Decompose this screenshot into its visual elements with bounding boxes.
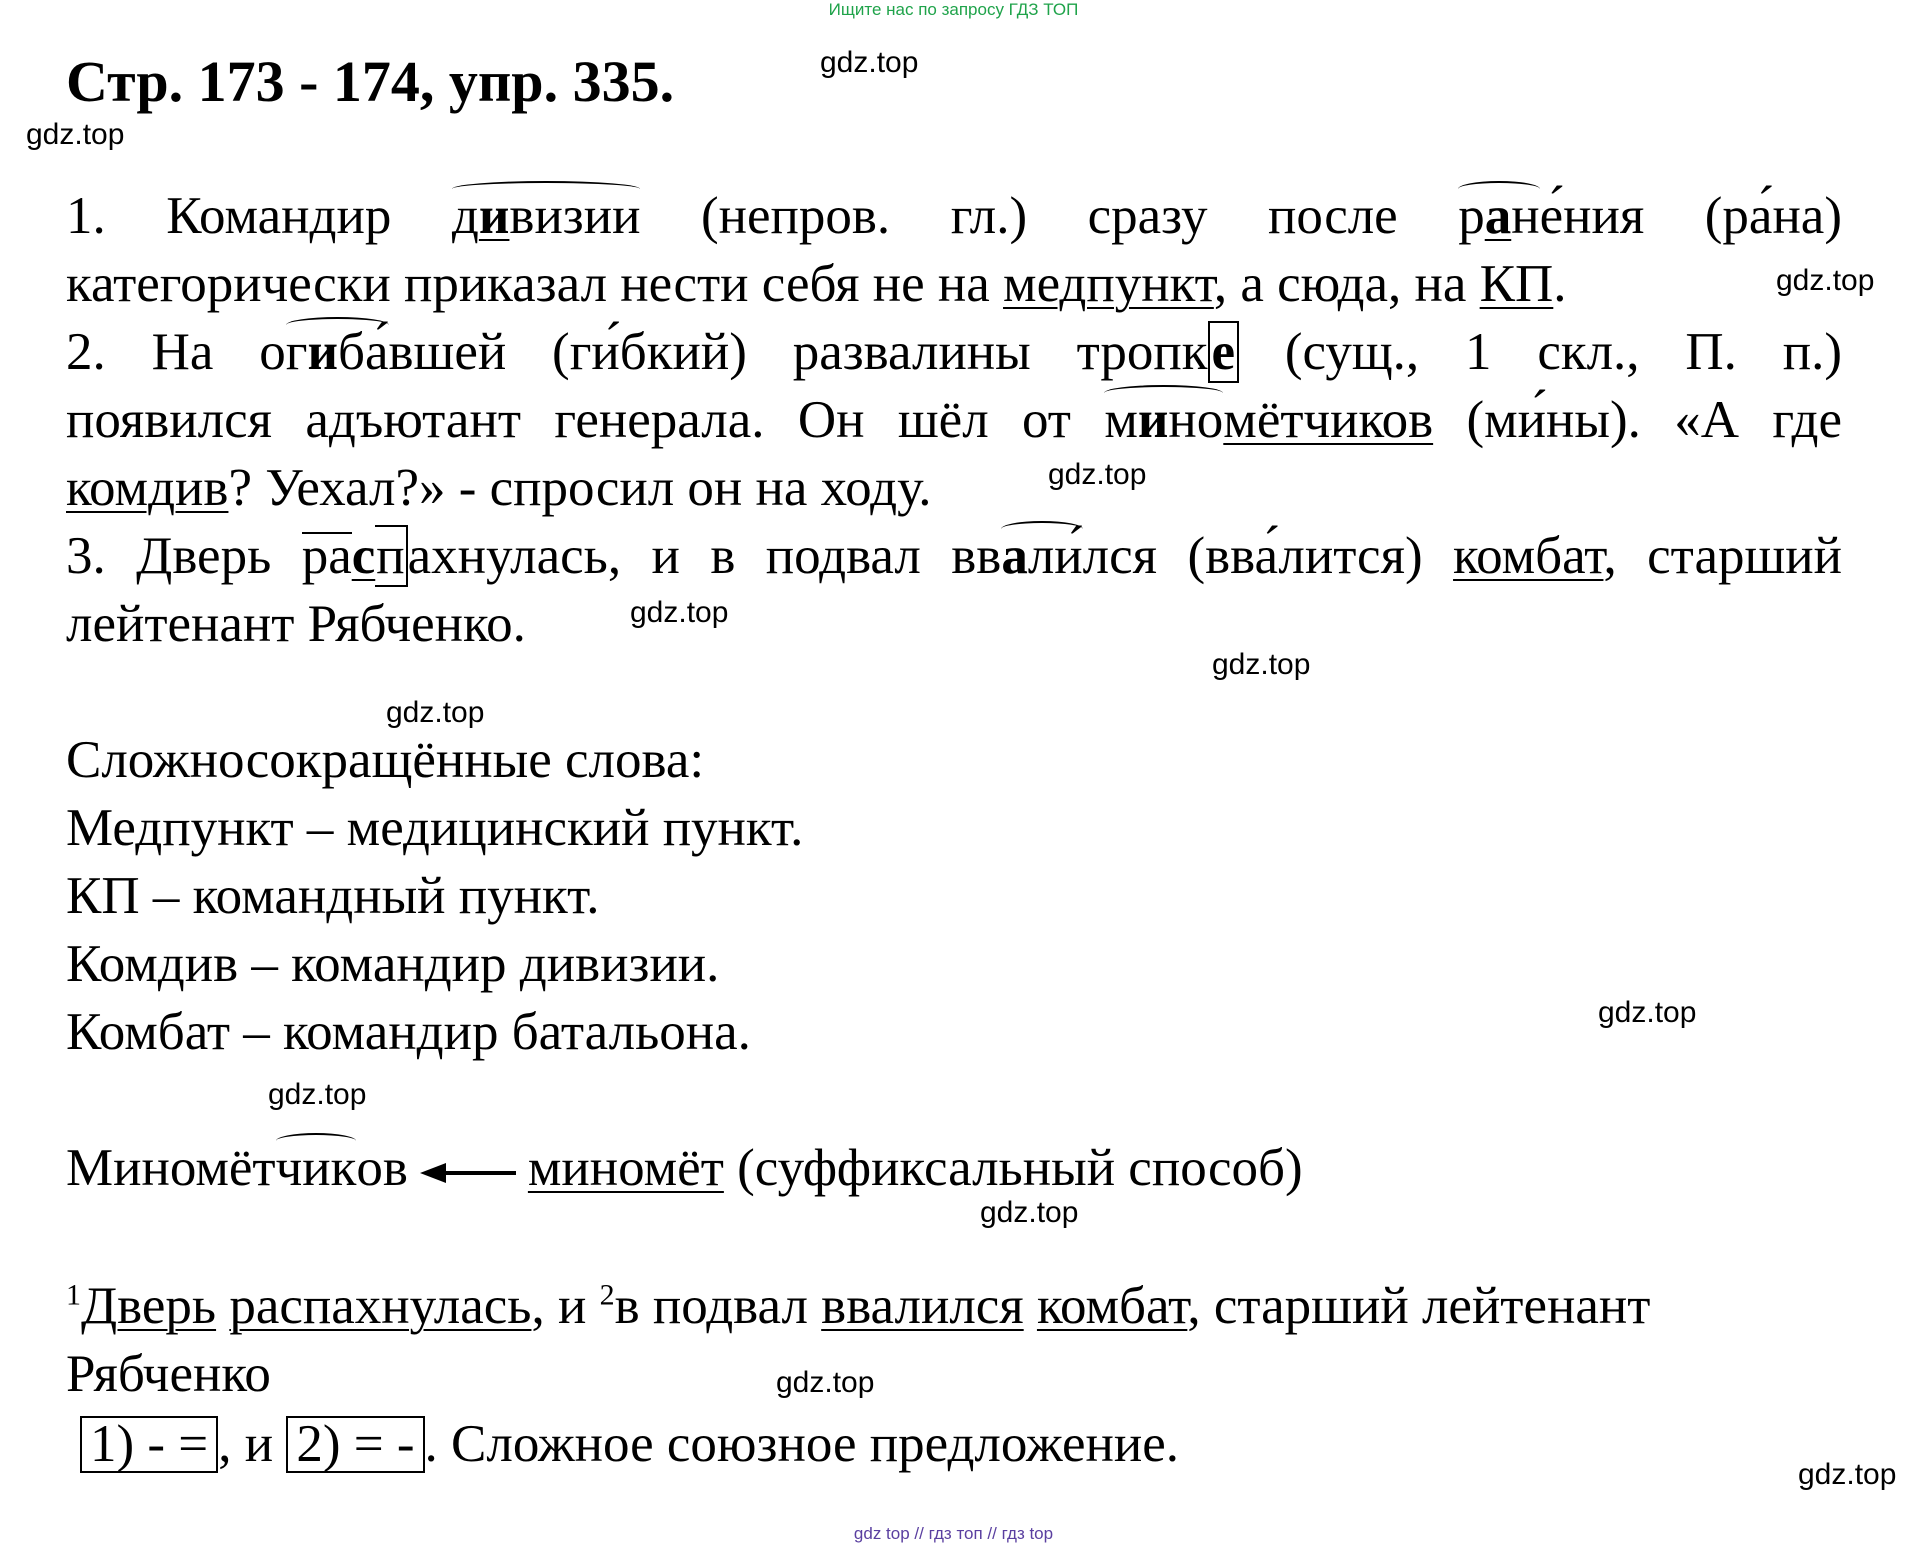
ending-box: е [1208,321,1240,383]
schema-box-1: 1) - = [80,1416,218,1473]
suffix-arc: чик [275,1139,357,1197]
word-medpunkt: медпункт [1003,255,1214,313]
watermark: gdz.top [776,1366,875,1399]
sentence-2-line-1: 2. На огиба́вшей (ги́бкий) развалины тропке (сущ., 1 скл., П. п.) [66,323,1842,381]
sentence-2-line-3: комдив? Уехал?» - спросил он на ходу. [66,459,932,517]
watermark: gdz.top [980,1196,1079,1229]
word-kombat: комбат [1453,527,1604,585]
abbr-header: Сложносокращённые слова: [66,731,705,789]
word-komdiv: комдив [66,459,229,517]
subject: комбат [1036,1277,1188,1335]
watermark: gdz.top [1776,264,1875,297]
abbr-item: Комдив – командир дивизии. [66,935,720,993]
schema-box-2: 2) = - [286,1416,424,1473]
sentence-2-line-2: появился адъютант генерала. Он шёл от миномётчиков (ми́ны). «А где [66,391,1842,449]
root-arc: али́ [1001,527,1083,585]
footer: gdz top // гдз топ // гдз top [853,1524,1054,1543]
derivation-line: Миномётчиков миномёт (суффиксальный способ) [66,1139,1303,1197]
word-minomet: миномёт [527,1139,724,1197]
watermark: gdz.top [1048,458,1147,491]
analysis-line-2: Рябченко [66,1345,271,1403]
predicate: распахнулась [229,1277,532,1335]
sentence-1-line-1: 1. Командир дивизии (непров. гл.) сразу после ране́ния (ра́на) [66,187,1842,245]
watermark: gdz.top [1598,996,1697,1029]
root-arc: гиба́ [285,323,389,381]
page-title: Стр. 173 - 174, упр. 335. [66,49,675,114]
analysis-line-1: $^1$Дверь распахнулась, и $^2$в подвал ввалился комбат, старший лейтенант [66,1277,1651,1335]
watermark: gdz.top [630,596,729,629]
root-arc: мино [1104,391,1224,449]
abbr-item: КП – командный пункт. [66,867,600,925]
root-arc: дивизии [451,187,641,245]
watermark: gdz.top [386,696,485,729]
watermark: gdz.top [1798,1458,1897,1491]
top-note: Ищите нас по запросу ГДЗ ТОП [828,0,1079,19]
watermark: gdz.top [26,118,125,151]
watermark: gdz.top [1212,648,1311,681]
word-kp: КП [1479,255,1554,313]
abbr-item: Комбат – командир батальона. [66,1003,751,1061]
watermark: gdz.top [268,1078,367,1111]
sentence-1-line-2: категорически приказал нести себя не на медпункт, а сюда, на КП. [66,255,1567,313]
subject: Дверь [81,1277,217,1335]
prefix-mark: ра [301,527,352,585]
left-arrow-icon [420,1161,516,1185]
root-arc: ран [1458,187,1540,245]
abbr-item: Медпункт – медицинский пункт. [66,799,804,857]
analysis-schema: 1) - = , и 2) = - . Сложное союзное предложение. [80,1416,1179,1473]
predicate: ввалился [821,1277,1024,1335]
watermark: gdz.top [820,46,919,79]
sentence-3-line-2: лейтенант Рябченко. [66,595,526,653]
sentence-3-line-1: 3. Дверь распахнулась, и в подвал ввали́лся (вва́лится) комбат, старший [66,527,1843,585]
